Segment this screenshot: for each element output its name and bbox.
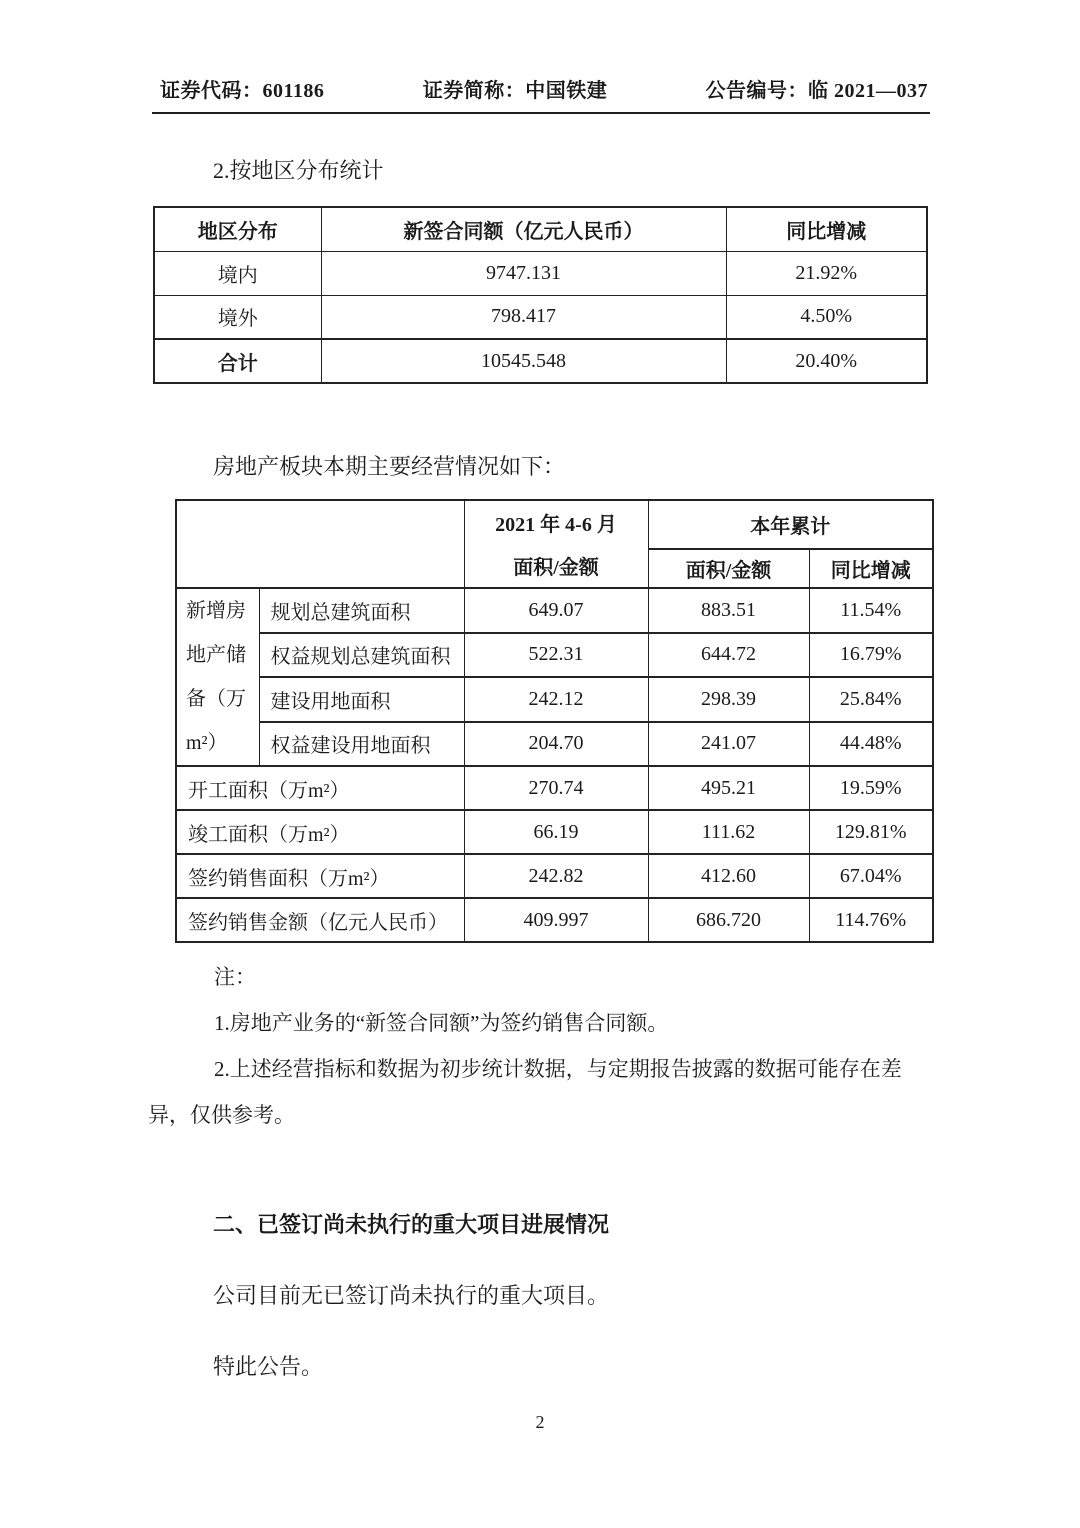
- region-cell: 境外: [154, 295, 321, 339]
- region-cell: 境内: [154, 251, 321, 295]
- section2-title: 二、已签订尚未执行的重大项目进展情况: [213, 1212, 610, 1237]
- stock-code: 证券代码：601186: [160, 80, 325, 102]
- yoy-value-cell: 44.48%: [809, 722, 933, 767]
- q2-value-cell: 522.31: [464, 633, 648, 678]
- realestate-intro: 房地产板块本期主要经营情况如下：: [213, 454, 566, 479]
- ytd-value-cell: 241.07: [648, 722, 809, 767]
- table-total-row: [154, 339, 927, 383]
- region-table-header-row: [154, 207, 927, 251]
- yoy-value-cell: 25.84%: [809, 677, 933, 722]
- region-section-title: 2.按地区分布统计: [213, 158, 384, 183]
- row-label-cell: 权益建设用地面积: [259, 722, 464, 767]
- region-table: [153, 206, 928, 384]
- yoy-value-cell: 11.54%: [809, 588, 933, 633]
- table-row: [176, 810, 933, 854]
- document-header: [152, 74, 930, 114]
- row-label-cell: 规划总建筑面积: [259, 588, 464, 633]
- table-row: [176, 722, 933, 767]
- ytd-value-cell: 883.51: [648, 588, 809, 633]
- yoy-value-cell: 19.59%: [809, 766, 933, 810]
- row-label-cell: 签约销售面积（万m²）: [176, 854, 464, 898]
- table-row: [176, 766, 933, 810]
- notes-label: 注：: [214, 965, 256, 989]
- announcement-number: 公告编号：临 2021—037: [705, 80, 928, 102]
- ytd-area-header-cell: 面积/金额: [648, 549, 809, 588]
- q2-value-cell: 66.19: [464, 810, 648, 854]
- q2-value-cell: 242.12: [464, 677, 648, 722]
- ytd-value-cell: 495.21: [648, 766, 809, 810]
- yoy-cell: 4.50%: [726, 295, 927, 339]
- region-table-header-yoy: 同比增减: [726, 207, 927, 251]
- table-row: [176, 854, 933, 898]
- total-amount-cell: 10545.548: [321, 339, 726, 383]
- region-table-header-amount: 新签合同额（亿元人民币）: [321, 207, 726, 251]
- table-row: [154, 251, 927, 295]
- row-label-cell: 建设用地面积: [259, 677, 464, 722]
- table-row: [176, 677, 933, 722]
- table-row: [176, 898, 933, 942]
- q2-value-cell: 204.70: [464, 722, 648, 767]
- section2-paragraph: 公司目前无已签订尚未执行的重大项目。: [213, 1283, 610, 1308]
- closing-statement: 特此公告。: [213, 1354, 324, 1379]
- total-yoy-cell: 20.40%: [726, 339, 927, 383]
- yoy-value-cell: 16.79%: [809, 633, 933, 678]
- yoy-value-cell: 114.76%: [809, 898, 933, 942]
- notes-block: [148, 954, 934, 1138]
- ytd-yoy-header-cell: 同比增减: [809, 549, 933, 588]
- note-item: 2.上述经营指标和数据为初步统计数据，与定期报告披露的数据可能存在差异，仅供参考。: [148, 1057, 902, 1127]
- q2-value-cell: 649.07: [464, 588, 648, 633]
- ytd-value-cell: 686.720: [648, 898, 809, 942]
- row-label-cell: 权益规划总建筑面积: [259, 633, 464, 678]
- ytd-value-cell: 644.72: [648, 633, 809, 678]
- q2-period-header-cell: [464, 500, 648, 588]
- ytd-value-cell: 111.62: [648, 810, 809, 854]
- table-row: [176, 633, 933, 678]
- yoy-cell: 21.92%: [726, 251, 927, 295]
- newreserve-group-cell: 新增房地产储备（万m²）: [176, 588, 259, 766]
- yoy-value-cell: 129.81%: [809, 810, 933, 854]
- table-row: [154, 295, 927, 339]
- q2-value-cell: 242.82: [464, 854, 648, 898]
- table-row: [176, 588, 933, 633]
- q2-value-cell: 270.74: [464, 766, 648, 810]
- q2-period-line: 2021 年 4-6 月: [495, 514, 617, 536]
- total-label-cell: 合计: [154, 339, 321, 383]
- page-number: 2: [535, 1412, 545, 1432]
- stock-name: 证券简称：中国铁建: [422, 80, 608, 102]
- region-table-header-region: 地区分布: [154, 207, 321, 251]
- empty-corner-cell: [176, 500, 464, 588]
- q2-value-cell: 409.997: [464, 898, 648, 942]
- note-item: 1.房地产业务的“新签合同额”为签约销售合同额。: [214, 1011, 669, 1035]
- ytd-value-cell: 412.60: [648, 854, 809, 898]
- ytd-header-cell: 本年累计: [648, 500, 933, 549]
- amount-cell: 798.417: [321, 295, 726, 339]
- ytd-value-cell: 298.39: [648, 677, 809, 722]
- realestate-header-row-1: [176, 500, 933, 549]
- q2-measure-line: 面积/金额: [513, 557, 599, 579]
- amount-cell: 9747.131: [321, 251, 726, 295]
- row-label-cell: 开工面积（万m²）: [176, 766, 464, 810]
- row-label-cell: 竣工面积（万m²）: [176, 810, 464, 854]
- realestate-table: [175, 499, 934, 943]
- yoy-value-cell: 67.04%: [809, 854, 933, 898]
- row-label-cell: 签约销售金额（亿元人民币）: [176, 898, 464, 942]
